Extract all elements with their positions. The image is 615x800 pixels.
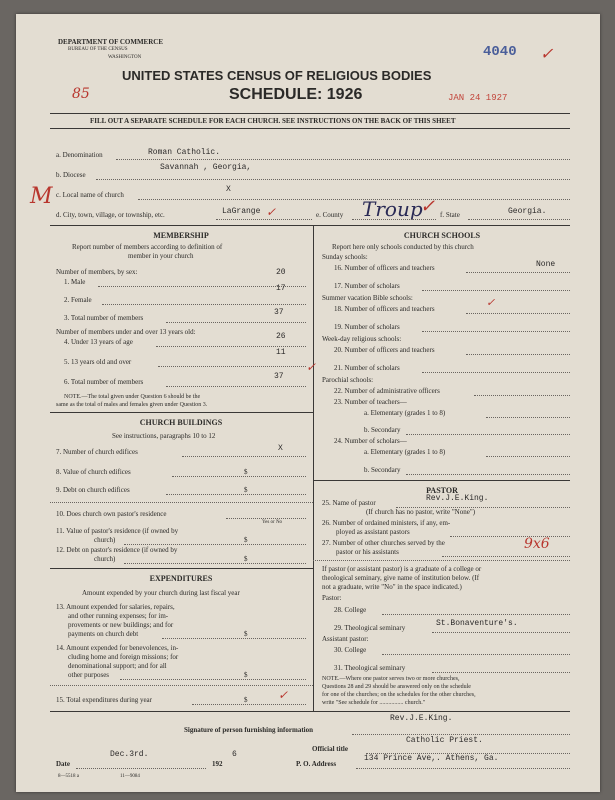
q31-label: 31. Theological seminary — [334, 664, 406, 672]
pastor-note-1: NOTE.—Where one pastor serves two or more churches, — [322, 676, 460, 682]
date-value: Dec.3rd. — [110, 750, 149, 759]
q6-value: 37 — [274, 372, 284, 381]
graduate-note-1: If pastor (or assistant pastor) is a graduate of a college or — [322, 565, 482, 573]
q9-label: 9. Debt on church edifices — [56, 486, 130, 494]
q17-label: 17. Number of scholars — [334, 282, 400, 290]
q16-label: 16. Number of officers and teachers — [334, 264, 435, 272]
q21-label: 21. Number of scholars — [334, 364, 400, 372]
q14-dollar: $ — [244, 671, 248, 679]
year-suffix: 6 — [232, 750, 237, 759]
summer-schools: Summer vacation Bible schools: — [322, 294, 413, 302]
q16-value: None — [536, 260, 556, 269]
q11-label-2: church) — [94, 536, 116, 544]
check-mark: ✓ — [540, 44, 554, 63]
signature-label: Signature of person furnishing information — [184, 726, 313, 734]
q9-dollar: $ — [244, 486, 248, 494]
local-name-label: c. Local name of church — [56, 191, 124, 199]
census-schedule-sheet — [16, 14, 600, 792]
county-value: Troup — [362, 197, 423, 221]
q27-label: 27. Number of other churches served by the — [322, 539, 445, 547]
year-prefix: 192 — [212, 760, 223, 768]
handwritten-number: 85 — [72, 86, 90, 102]
weekday-schools: Week-day religious schools: — [322, 335, 402, 343]
q1-label: 1. Male — [64, 278, 86, 286]
city-town-label: d. City, town, village, or township, etc. — [56, 211, 165, 219]
q13-line-3: provements or new buildings; and for — [68, 621, 174, 629]
expenditures-sub: Amount expended by your church during last fiscal year — [82, 589, 240, 597]
buildings-title: CHURCH BUILDINGS — [139, 418, 223, 427]
q23a-label: a. Elementary (grades 1 to 8) — [364, 409, 446, 417]
q4-label: 4. Under 13 years of age — [64, 338, 133, 346]
q7-label: 7. Number of church edifices — [56, 448, 138, 456]
q24a-label: a. Elementary (grades 1 to 8) — [364, 448, 446, 456]
official-title-label: Official title — [312, 745, 348, 753]
form-title: UNITED STATES CENSUS OF RELIGIOUS BODIES — [122, 68, 432, 83]
yes-no-label: Yes or No — [262, 520, 283, 525]
q25-label: 25. Name of pastor — [322, 499, 376, 507]
q13-line-1: 13. Amount expended for salaries, repairs, — [56, 603, 175, 611]
q29-label: 29. Theological seminary — [334, 624, 406, 632]
dept-label: DEPARTMENT OF COMMERCE — [58, 38, 164, 46]
q18-label: 18. Number of officers and teachers — [334, 305, 435, 313]
pastor-note-2: Questions 28 and 29 should be answered only on the schedule — [322, 684, 471, 690]
check-mark-q6: ✓ — [306, 360, 317, 374]
q5-value: 11 — [276, 348, 286, 357]
q7-value: X — [278, 444, 283, 453]
q30-label: 30. College — [334, 646, 367, 654]
check-mark-county: ✓ — [420, 196, 436, 217]
q20-label: 20. Number of officers and teachers — [334, 346, 435, 354]
pastor-note-4: write "See schedule for ................ church." — [322, 700, 426, 706]
parochial-schools: Parochial schools: — [322, 376, 374, 384]
bureau-label: BUREAU OF THE CENSUS — [68, 47, 128, 52]
q23b-label: b. Secondary — [364, 426, 401, 434]
q3-value: 37 — [274, 308, 284, 317]
stamp-number: 4040 — [483, 44, 517, 60]
q19-label: 19. Number of scholars — [334, 323, 400, 331]
q5-label: 5. 13 years old and over — [64, 358, 132, 366]
q14-line-4: other purposes — [68, 671, 110, 679]
form-code: 8—5518 a — [58, 774, 79, 779]
q15-label: 15. Total expenditures during year — [56, 696, 152, 704]
q14-line-3: denominational support; and for all — [68, 662, 167, 670]
denomination-value-2: Savannah , Georgia, — [160, 163, 252, 172]
members-by-age: Number of members under and over 13 years old: — [56, 328, 196, 336]
q4-value: 26 — [276, 332, 286, 341]
denomination-value: Roman Catholic. — [148, 148, 221, 157]
sunday-schools: Sunday schools: — [322, 253, 368, 261]
membership-note-1: NOTE.—The total given under Question 6 should be the — [64, 394, 201, 400]
q15-dollar: $ — [244, 696, 248, 704]
q25-value: Rev.J.E.King. — [426, 494, 489, 503]
diocese-label: b. Diocese — [56, 171, 86, 179]
schools-sub: Report here only schools conducted by this church — [332, 243, 474, 251]
date-stamp: JAN 24 1927 — [448, 93, 508, 103]
q25-note: (If church has no pastor, write "None") — [366, 508, 476, 516]
q8-label: 8. Value of church edifices — [56, 468, 131, 476]
expenditures-title: EXPENDITURES — [149, 574, 213, 583]
official-title-value: Catholic Priest. — [406, 736, 483, 745]
state-value: Georgia. — [508, 207, 547, 216]
buildings-sub: See instructions, paragraphs 10 to 12 — [112, 432, 216, 440]
q1-value: 20 — [276, 268, 286, 277]
q13-line-4: payments on church debt — [68, 630, 139, 638]
graduate-note-2: theological seminary, give name of institution below. (If — [322, 574, 480, 582]
pastor-title: PASTOR — [426, 486, 458, 495]
county-label: e. County — [316, 211, 344, 219]
q10-label: 10. Does church own pastor's residence — [56, 510, 167, 518]
q29-value: St.Bonaventure's. — [436, 619, 518, 628]
q11-label: 11. Value of pastor's residence (if owned by — [56, 527, 179, 535]
graduate-note-3: not a graduate, write "No" in the space indicated.) — [322, 583, 462, 591]
q27-label-2: pastor or his assistants — [336, 548, 399, 556]
schedule-title: SCHEDULE: 1926 — [229, 86, 363, 103]
q14-line-1: 14. Amount expended for benevolences, in- — [56, 644, 179, 652]
q3-label: 3. Total number of members — [64, 314, 144, 322]
address-value: 134 Prince Ave,. Athens, Ga. — [364, 754, 499, 763]
membership-note-2: same as the total of males and females given under Question 3. — [56, 402, 208, 408]
instruction-line: FILL OUT A SEPARATE SCHEDULE FOR EACH CHURCH. SEE INSTRUCTIONS ON THE BACK OF THIS SHEET — [90, 117, 456, 125]
print-code: 11—9084 — [120, 774, 140, 779]
q24-label: 24. Number of scholars— — [334, 437, 407, 445]
members-by-sex: Number of members, by sex: — [56, 268, 138, 276]
check-mark-q18: ✓ — [486, 296, 496, 309]
q22-label: 22. Number of administrative officers — [334, 387, 440, 395]
membership-title: MEMBERSHIP — [153, 231, 209, 240]
q12-label-2: church) — [94, 555, 116, 563]
local-name-value: X — [226, 185, 231, 194]
q8-dollar: $ — [244, 468, 248, 476]
membership-intro-2: member in your church — [128, 252, 194, 260]
denomination-label: a. Denomination — [56, 151, 103, 159]
q14-line-2: cluding home and foreign missions; for — [68, 653, 179, 661]
membership-intro-1: Report number of members according to definition of — [72, 243, 223, 251]
q12-dollar: $ — [244, 555, 248, 563]
q13-dollar: $ — [244, 630, 248, 638]
q2-value: 17 — [276, 284, 286, 293]
q28-label: 28. College — [334, 606, 367, 614]
schools-title: CHURCH SCHOOLS — [403, 231, 481, 240]
handwritten-letter: M — [30, 184, 53, 209]
city-town-value: LaGrange — [222, 207, 261, 216]
q11-dollar: $ — [244, 536, 248, 544]
q24b-label: b. Secondary — [364, 466, 401, 474]
q23-label: 23. Number of teachers— — [334, 398, 407, 406]
city-label: WASHINGTON — [108, 55, 142, 60]
check-mark-city: ✓ — [266, 205, 277, 219]
q12-label: 12. Debt on pastor's residence (if owned by — [56, 546, 178, 554]
check-mark-q15: ✓ — [278, 688, 289, 702]
signature-value: Rev.J.E.King. — [390, 714, 453, 723]
q6-label: 6. Total number of members — [64, 378, 144, 386]
q13-line-2: and other running expenses; for im- — [68, 612, 169, 620]
pastor-note-3: for one of the churches; on the schedules for the other churches, — [322, 692, 476, 698]
q2-label: 2. Female — [64, 296, 92, 304]
q26-label: 26. Number of ordained ministers, if any, em- — [322, 519, 451, 527]
state-label: f. State — [440, 211, 460, 219]
date-label: Date — [56, 760, 70, 768]
q27-value: 9x6 — [524, 536, 550, 552]
assistant-sub-label: Assistant pastor: — [322, 635, 369, 643]
q26-label-2: ployed as assistant pastors — [336, 528, 410, 536]
address-label: P. O. Address — [296, 760, 337, 768]
pastor-sub-label: Pastor: — [322, 594, 342, 602]
